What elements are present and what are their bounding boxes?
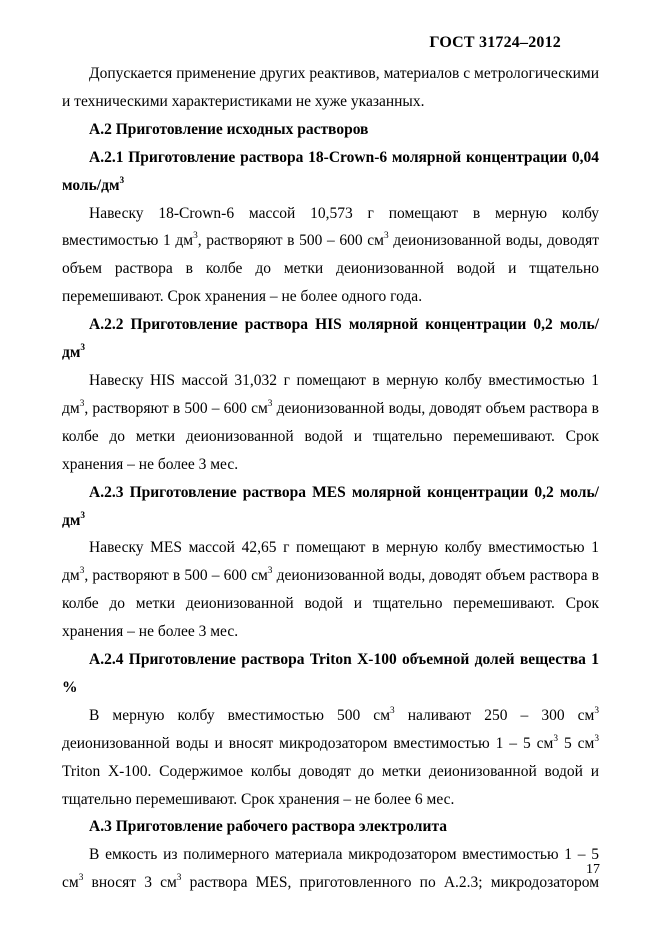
superscript: 3 [176, 873, 182, 884]
text-run: наливают 250 – 300 см [394, 706, 595, 724]
text-run: В емкость из полимерного материала микродозатором вместимостью 1 – 5 см [62, 846, 599, 892]
superscript: 3 [79, 566, 85, 577]
text-run: , растворяют в 500 – 600 см [84, 567, 268, 585]
text-run: деионизованной воды, доводят объем раствора в колбе до метки деионизованной водой и тщательно перемешивают. Срок хранения – не более одного года. [62, 232, 599, 306]
heading-text: А.2.3 Приготовление раствора MES молярной концентрации 0,2 моль/дм [62, 483, 599, 529]
document-body [62, 60, 599, 897]
text-run: , растворяют в 500 – 600 см [84, 399, 268, 417]
section-a22-heading [62, 311, 599, 367]
text-run: В мерную колбу вместимостью 500 см [89, 706, 390, 724]
text-run: деионизованной воды, доводят объем раствора в колбе до метки деионизованной водой и тщательно перемешивают. Срок хранения – не более 3 мес. [62, 399, 600, 473]
text-run: Навеску HIS массой 31,032 г помещают в мерную колбу вместимостью 1 дм [62, 371, 599, 417]
text-run: Triton X-100. Содержимое колбы доводят до метки деионизованной водой и тщательно перемешивают. Срок хранения – не более 6 мес. [62, 762, 599, 808]
section-a21-heading [62, 144, 599, 200]
superscript: 3 [267, 398, 273, 409]
superscript: 3 [383, 231, 389, 242]
page-number: 17 [586, 862, 600, 877]
superscript: 3 [553, 733, 559, 744]
intro-paragraph: Допускается применение других реактивов, материалов с метрологическими и техническими характеристиками не хуже указанных. [62, 65, 599, 110]
section-a2-heading: А.2 Приготовление исходных растворов [89, 120, 369, 138]
heading-text: А.2.1 Приготовление раствора 18-Crown-6 молярной концентрации 0,04 моль/дм [62, 148, 599, 194]
section-a21-paragraph [62, 200, 599, 312]
section-a22-paragraph [62, 367, 599, 479]
text-run: 5 см [558, 734, 595, 752]
text-run: деионизованной воды и вносят микродозатором вместимостью 1 – 5 см [62, 734, 554, 752]
text-run: вносят 3 см [83, 874, 177, 892]
superscript: 3 [78, 873, 84, 884]
superscript: 3 [119, 175, 125, 186]
section-a3-heading: А.3 Приготовление рабочего раствора электролита [89, 818, 447, 836]
text-run: раствора MES, приготовленного по А.2.3; микродозатором [181, 874, 599, 892]
standard-header: ГОСТ 31724–2012 [429, 34, 561, 51]
text-run: Навеску 18-Crown-6 массой 10,573 г помещают в мерную колбу вместимостью 1 дм [62, 204, 599, 250]
heading-text: А.2.2 Приготовление раствора HIS молярной концентрации 0,2 моль/дм [62, 316, 599, 362]
superscript: 3 [80, 510, 86, 521]
text-run: Навеску MES массой 42,65 г помещают в мерную колбу вместимостью 1 дм [62, 539, 599, 585]
superscript: 3 [390, 705, 395, 716]
section-a23-paragraph [62, 534, 599, 646]
section-a23-heading [62, 479, 599, 535]
section-a24-paragraph [62, 702, 599, 814]
superscript: 3 [267, 566, 273, 577]
superscript: 3 [594, 733, 599, 744]
section-a3-paragraph [62, 841, 599, 897]
superscript: 3 [193, 231, 198, 242]
superscript: 3 [79, 398, 85, 409]
text-run: деионизованной воды, доводят объем раствора в колбе до метки деионизованной водой и тщательно перемешивают. Срок хранения – не более 3 мес. [62, 567, 600, 641]
text-run: , растворяют в 500 – 600 см [197, 232, 384, 250]
superscript: 3 [80, 343, 86, 354]
superscript: 3 [594, 705, 599, 716]
section-a24-heading: А.2.4 Приготовление раствора Triton X-100 объемной долей вещества 1 % [62, 651, 599, 696]
